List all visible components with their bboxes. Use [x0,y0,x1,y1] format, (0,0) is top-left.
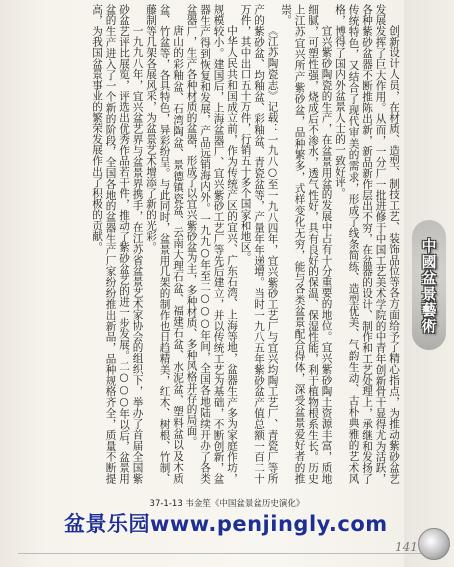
paragraph-4: 中华人民共和国成立前，作为传统产区的宜兴、广东石湾、上海等地，盆器生产多为家庭作坊，规模较小。建国后，上海盆器厂、宜兴紫砂工艺厂等先后建立，并以传统工艺为基础，不断创新，盆器生产得到恢复和发展，产品远销海内外。一九九○年至二○○○年间，全国各地陆续开办了各类盆器厂，生产各种材质的盆器，形成了以宜兴紫砂盆为主，多种材质、多种风格并存的局面。 [185,4,238,484]
site-watermark: 盆景乐园www.penjingly.com [64,512,388,536]
footer-rule [18,553,428,554]
paragraph-5: 唐山的彩釉盆、石湾陶盆、景德镇瓷盆、云南大理石盆、福建石盆、水泥盆、塑料盆以及木质盆、竹盆等，各具特色，异彩纷呈。与此同时，盆景用几架的制作也日趋精美，红木、树根、竹制、藤制等几架各展风采，为盆景艺术增添了新的光彩。 [145,4,184,484]
paragraph-3: 《江苏陶瓷志》记载：一九八○至一九八四年，宜兴紫砂工艺厂与宜兴均陶工艺厂、青瓷厂等所产的紫砂盆、均釉盆、彩釉盆、青瓷盆等，产量年年递增。当时一九八五年紫砂盆产值总额一百二十万件，其中出口五十万件，行销五十多个国家和地区。 [239,4,279,484]
figure-caption: 37-1-13 韦金笙《中国盆景盆历史演化》 [149,499,305,509]
paragraph-1: 创新设计人员，在材质、造型、制技工艺、装饰品位等各方面给予了精心指点，为推动紫砂盆艺发展发挥了巨大作用。从而，一分厂一批进修于中国工艺美术学院的中青年创新骨干显得尤为活跃，各种紫砂盆器不断推陈出新，新品新作层出不穷，在盆器的设计、制作和工艺处理上，承继和发扬了传统特色，又结合了现代审美的需求，形成了线条简练、造型优美、气韵生动、古朴典雅的艺术风格，博得了国内外盆景人士的一致好评。 [334,4,400,484]
body-text-column [22,4,400,484]
side-margin [404,0,454,567]
side-title-badge: 中國盆景藝術 [419,238,438,334]
paragraph-2: 宜兴紫砂陶瓷的生产，在盆景用盆的发展中占有十分重要的地位。宜兴紫砂陶土资源丰富，质地细腻，可塑性强，烧成后不渗水，透气性好，具有良好的保温、保湿性能，利于植物根系生长。历史上江苏宜兴所产紫砂盆，品种繁多，式样变化无穷，能与各类盆景配合得体，深受盆景爱好者的推崇。 [280,4,333,484]
paragraph-6: 一九九八年，宜兴盆艺界与盆景界携手，在江苏省盆景艺术家协会的组织下，举办了首届全国紫砂盆艺评比展览，评选出优秀作品若干件，推动了紫砂盆艺的进一步发展。二○○○年以后，盆景用盆的生产进入了一个新的阶段，全国各地的盆器生产厂家纷纷推出新品，品种规格齐全，质量不断提高，为我国盆景事业的繁荣发展作出了积极的贡献。 [91,4,144,484]
corner-ornament-icon [418,528,450,560]
page-number: 141 [395,540,418,554]
